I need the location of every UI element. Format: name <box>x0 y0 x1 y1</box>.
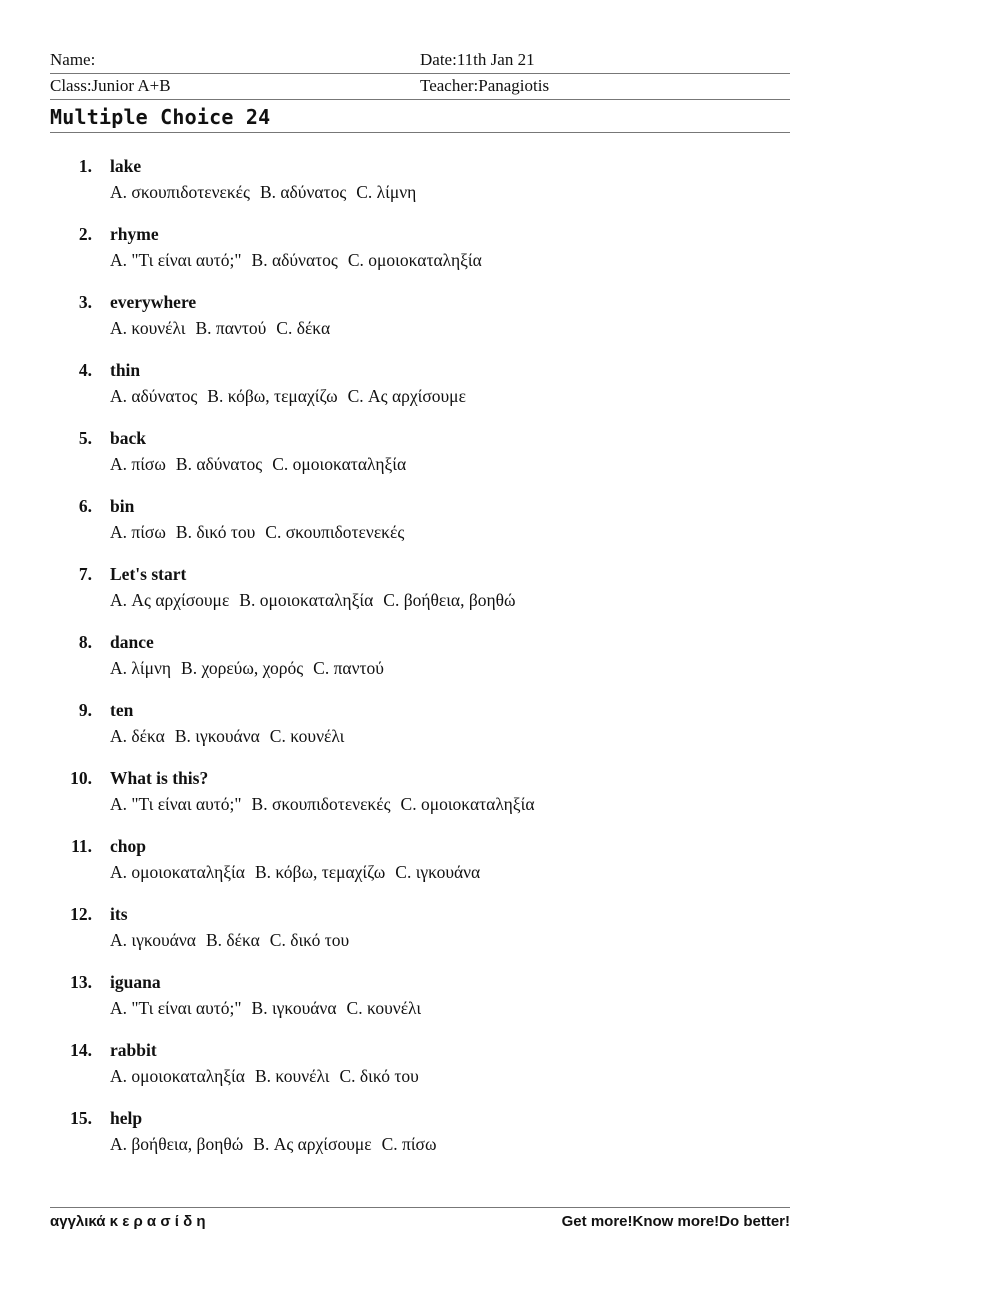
question-item <box>0 696 1000 764</box>
page-title: Multiple Choice 24 <box>50 105 271 129</box>
answer-options <box>110 318 340 339</box>
answer-option[interactable]: B. σκουπιδοτενεκές <box>251 794 391 814</box>
question-item <box>0 1036 1000 1104</box>
answer-option[interactable]: A. ιγκουάνα <box>110 930 196 950</box>
answer-options <box>110 250 492 271</box>
question-number: 2. <box>78 224 92 244</box>
answer-options <box>110 930 359 951</box>
answer-option[interactable]: C. δικό του <box>269 930 350 950</box>
question-list <box>0 152 1000 1172</box>
date-label: Date:11th Jan 21 <box>420 50 535 69</box>
answer-option[interactable]: A. κουνέλι <box>110 318 186 338</box>
header-row-class-teacher <box>50 73 790 100</box>
question-number: 10. <box>70 768 92 788</box>
answer-option[interactable]: B. ιγκουάνα <box>174 726 260 746</box>
question-word: lake <box>110 156 142 176</box>
answer-option[interactable]: C. δέκα <box>276 318 331 338</box>
question-word: What is this? <box>110 768 209 788</box>
question-word: rhyme <box>110 224 159 244</box>
answer-option[interactable]: B. ομοιοκαταληξία <box>239 590 374 610</box>
answer-option[interactable]: A. δέκα <box>110 726 165 746</box>
answer-option[interactable]: B. δικό του <box>175 522 256 542</box>
answer-option[interactable]: C. Ας αρχίσουμε <box>347 386 466 406</box>
answer-option[interactable]: C. σκουπιδοτενεκές <box>265 522 405 542</box>
answer-option[interactable]: B. χορεύω, χορός <box>181 658 304 678</box>
question-item <box>0 968 1000 1036</box>
answer-options <box>110 386 476 407</box>
answer-option[interactable]: B. αδύνατος <box>251 250 338 270</box>
question-item <box>0 492 1000 560</box>
answer-option[interactable]: A. πίσω <box>110 522 166 542</box>
title-bar <box>50 100 790 133</box>
question-number: 11. <box>71 836 92 856</box>
answer-option[interactable]: B. αδύνατος <box>175 454 263 474</box>
answer-option[interactable]: C. πίσω <box>381 1134 437 1154</box>
question-word: thin <box>110 360 141 380</box>
answer-option[interactable]: B. παντού <box>195 318 267 338</box>
question-number: 15. <box>70 1108 92 1128</box>
question-number: 12. <box>70 904 92 924</box>
answer-option[interactable]: C. ομοιοκαταληξία <box>272 454 407 474</box>
answer-option[interactable]: C. κουνέλι <box>269 726 345 746</box>
answer-option[interactable]: B. δέκα <box>205 930 260 950</box>
question-number: 7. <box>78 564 92 584</box>
answer-option[interactable]: C. λίμνη <box>356 182 417 202</box>
question-word: dance <box>110 632 154 652</box>
answer-option[interactable]: B. κόβω, τεμαχίζω <box>254 862 386 882</box>
answer-option[interactable]: B. Ας αρχίσουμε <box>253 1134 372 1154</box>
answer-option[interactable]: A. ομοιοκαταληξία <box>110 862 245 882</box>
answer-options <box>110 1066 429 1087</box>
question-number: 5. <box>78 428 92 448</box>
question-item <box>0 628 1000 696</box>
answer-option[interactable]: C. βοήθεια, βοηθώ <box>383 590 516 610</box>
answer-option[interactable]: A. σκουπιδοτενεκές <box>110 182 250 202</box>
answer-option[interactable]: C. ομοιοκαταληξία <box>400 794 535 814</box>
teacher-label: Teacher:Panagiotis <box>420 76 550 95</box>
question-word: everywhere <box>110 292 197 312</box>
answer-option[interactable]: C. ομοιοκαταληξία <box>347 250 482 270</box>
footer-slogan: Get more!Know more!Do better! <box>561 1213 790 1230</box>
answer-option[interactable]: C. ιγκουάνα <box>395 862 481 882</box>
answer-option[interactable]: C. δικό του <box>339 1066 419 1086</box>
question-word: Let's start <box>110 564 187 584</box>
answer-options <box>110 862 490 883</box>
question-number: 13. <box>70 972 92 992</box>
header-row-name-date <box>50 47 790 74</box>
answer-option[interactable]: B. κόβω, τεμαχίζω <box>207 386 338 406</box>
question-number: 9. <box>78 700 92 720</box>
question-word: ten <box>110 700 134 720</box>
answer-option[interactable]: B. ιγκουάνα <box>251 998 337 1018</box>
answer-options <box>110 726 354 747</box>
class-label: Class:Junior A+B <box>50 76 171 95</box>
answer-option[interactable]: A. "Τι είναι αυτό;" <box>110 998 242 1018</box>
answer-options <box>110 454 416 475</box>
question-word: its <box>110 904 128 924</box>
question-item <box>0 152 1000 220</box>
answer-option[interactable]: A. "Τι είναι αυτό;" <box>110 250 242 270</box>
answer-options <box>110 1134 447 1155</box>
question-item <box>0 424 1000 492</box>
answer-option[interactable]: B. αδύνατος <box>259 182 347 202</box>
answer-option[interactable]: A. λίμνη <box>110 658 172 678</box>
footer-brand: αγγλικά κ ε ρ α σ ί δ η <box>50 1213 206 1230</box>
footer-divider <box>50 1207 790 1208</box>
answer-options <box>110 522 414 543</box>
question-word: back <box>110 428 146 448</box>
answer-option[interactable]: A. πίσω <box>110 454 166 474</box>
question-word: help <box>110 1108 143 1128</box>
answer-option[interactable]: C. κουνέλι <box>346 998 422 1018</box>
answer-options <box>110 794 545 815</box>
question-item <box>0 832 1000 900</box>
question-word: iguana <box>110 972 161 992</box>
answer-options <box>110 998 431 1019</box>
question-item <box>0 900 1000 968</box>
answer-option[interactable]: A. βοήθεια, βοηθώ <box>110 1134 244 1154</box>
question-item <box>0 288 1000 356</box>
question-number: 3. <box>78 292 92 312</box>
answer-option[interactable]: A. ομοιοκαταληξία <box>110 1066 245 1086</box>
name-label: Name: <box>50 50 96 69</box>
answer-option[interactable]: C. παντού <box>313 658 384 678</box>
question-number: 1. <box>78 156 92 176</box>
question-word: rabbit <box>110 1040 157 1060</box>
question-number: 8. <box>78 632 92 652</box>
answer-option[interactable]: A. Ας αρχίσουμε <box>110 590 230 610</box>
question-item <box>0 560 1000 628</box>
question-word: bin <box>110 496 135 516</box>
answer-options <box>110 182 426 203</box>
answer-option[interactable]: A. αδύνατος <box>110 386 198 406</box>
question-item <box>0 356 1000 424</box>
question-item <box>0 1104 1000 1172</box>
question-number: 6. <box>78 496 92 516</box>
question-number: 4. <box>78 360 92 380</box>
question-number: 14. <box>70 1040 92 1060</box>
question-word: chop <box>110 836 146 856</box>
question-item <box>0 220 1000 288</box>
answer-options <box>110 590 526 611</box>
question-item <box>0 764 1000 832</box>
answer-option[interactable]: A. "Τι είναι αυτό;" <box>110 794 242 814</box>
answer-option[interactable]: B. κουνέλι <box>254 1066 330 1086</box>
answer-options <box>110 658 394 679</box>
